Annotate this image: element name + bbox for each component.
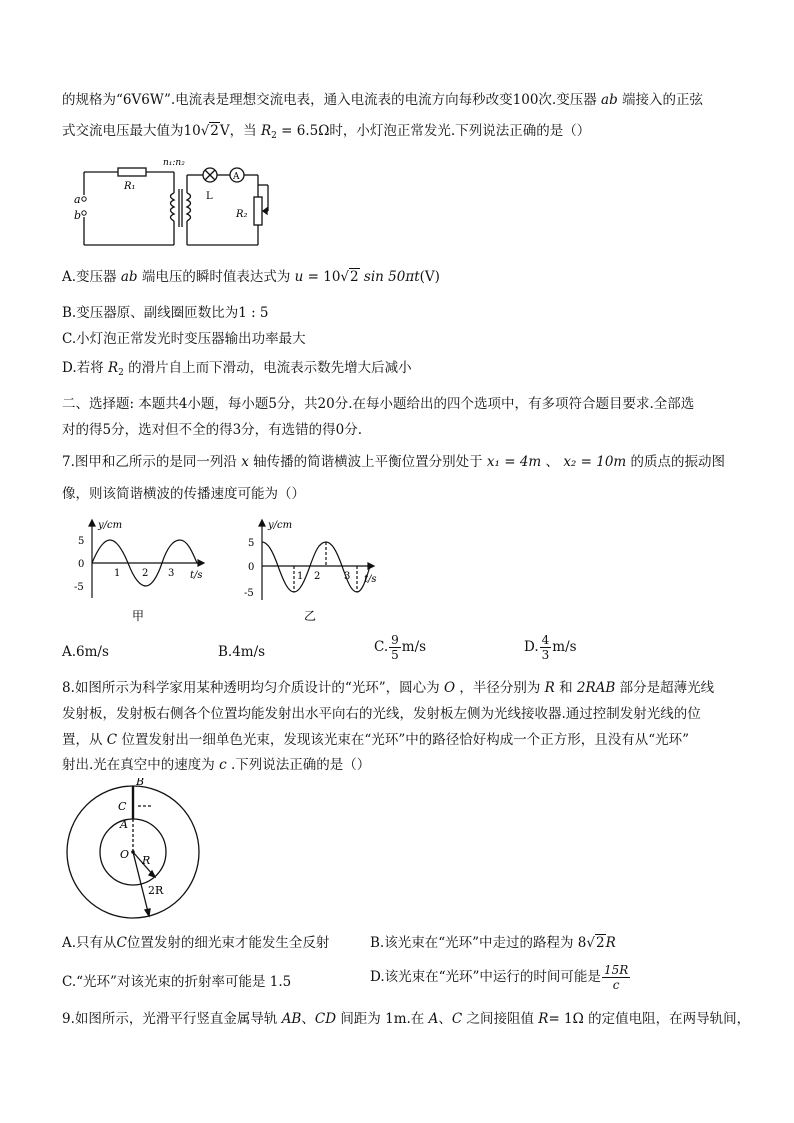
t-tick-2: 2 [314, 571, 321, 582]
label-c: C [118, 800, 127, 813]
q8-text: ，半径分别为 [459, 680, 541, 696]
q8-option-c: C.“光环”对该光束的折射率可能是 1.5 [62, 974, 292, 990]
t-tick-1: 1 [297, 571, 304, 582]
q7-text: 轴传播的简谐横波上平衡位置分别处于 [253, 454, 483, 470]
q9-c: C [451, 1011, 463, 1027]
q7-option-b: B.4m/s [218, 644, 266, 660]
q7-option-d [524, 633, 577, 662]
q8-option-b: B.该光束在“光环”中走过的路程为 8√2R [370, 935, 616, 951]
y-tick-5: 5 [248, 538, 255, 549]
q6-text: 端接入的正弦 [622, 92, 704, 108]
y-tick-0: 0 [248, 562, 255, 573]
y-tick-5: 5 [78, 536, 85, 547]
option-text: 端电压的瞬时值表达式为 [141, 269, 291, 285]
turns-ratio-label: n₁:n₂ [163, 158, 185, 168]
q8-text: 射出.光在真空中的速度为 [62, 757, 215, 773]
t-tick-3: 3 [168, 568, 175, 579]
q8-text: .下列说法正确的是（） [230, 757, 371, 773]
t-axis-label: t/s [190, 570, 203, 581]
q6-text: = 6.5Ω时，小灯泡正常发光.下列说法正确的是（） [281, 123, 591, 139]
q6-option-c: C.小灯泡正常发光时变压器输出功率最大 [62, 331, 306, 347]
q8-2rab: 2RAB [576, 680, 616, 696]
q9-r: R [538, 1011, 549, 1027]
q9-text: 间距为 1m.在 [340, 1011, 425, 1027]
fraction [389, 633, 401, 662]
primary-coil [171, 193, 175, 221]
option-text: B.该光束在“光环”中走过的路程为 8 [370, 935, 587, 951]
q9-cd: CD [314, 1011, 337, 1027]
q9-text: 之间接阻值 [466, 1011, 534, 1027]
q9-line-1: 9.如图所示，光滑平行竖直金属导轨 AB、CD 间距为 1m.在 A、C 之间接阻值 R= 1Ω 的定值电阻，在两导轨间， [62, 1011, 751, 1027]
q9-text: 的定值电阻，在两导轨间， [588, 1011, 751, 1027]
y-axis-label: y/cm [98, 520, 123, 531]
q9-ab: AB [281, 1011, 302, 1027]
q8-text: 和 [559, 680, 573, 696]
r1-label: R₁ [124, 181, 136, 192]
label-a: A [120, 818, 128, 831]
label-b: B [136, 778, 145, 788]
option-c: C [116, 935, 127, 951]
q6-r-sub: 2 [271, 131, 277, 141]
y-tick-0: 0 [78, 559, 85, 570]
cosine-curve-yi [262, 542, 370, 592]
ammeter-label: A [233, 172, 240, 182]
light-ring-diagram [62, 778, 207, 923]
section2-line-1: 二、选择题: 本题共4小题，每小题5分，共20分.在每小题给出的四个选项中，有多项符合题目要求.全部选 [62, 396, 695, 412]
q7-text: 7.图甲和乙所示的是同一列沿 [62, 454, 237, 470]
option-sqrt: 2 [350, 269, 359, 285]
q9-a: A [428, 1011, 439, 1027]
secondary-coil [187, 193, 191, 221]
q8-r: R [544, 680, 555, 696]
denominator: 5 [391, 648, 399, 662]
q6-option-b: B.变压器原、副线圈匝数比为1 : 5 [62, 305, 269, 321]
option-label: C. [374, 639, 389, 655]
y-axis-label: y/cm [268, 520, 293, 531]
option-label: D. [524, 639, 539, 655]
numerator: 15R [603, 963, 629, 977]
t-tick-2: 2 [142, 568, 149, 579]
option-unit: (V) [419, 269, 440, 285]
q7-option-c [374, 633, 426, 662]
q6-line-2: 式交流电压最大值为10√2V，当 $R_2 = 6.5\Omega$时，小灯泡正常发光.下列说法正确的是（） [62, 123, 591, 141]
vibration-graph-jia [70, 516, 220, 626]
option-text: D.该光束在“光环”中运行的时间可能是 [370, 969, 601, 985]
q8-line-2: 发射板，发射板右侧各个位置均能发射出水平向右的光线，发射板左侧为光线接收器.通过控制发射光线的位 [62, 706, 701, 722]
q9-text: 9.如图所示，光滑平行竖直金属导轨 [62, 1011, 278, 1027]
q6-r: R [260, 123, 272, 139]
option-text: 位置发射的细光束才能发生全反射 [126, 935, 330, 951]
option-text: A.变压器 [62, 269, 117, 285]
option-r-sub: 2 [118, 368, 124, 378]
option-sin: sin 50πt [363, 269, 420, 285]
y-tick-neg5: -5 [74, 582, 84, 593]
terminal-a-label: a [74, 193, 81, 206]
q6-text: 的规格为“6V6W”.电流表是理想交流电表，通入电流表的电流方向每秒改变100次.变压器 [62, 92, 597, 108]
rheostat-r2 [254, 197, 262, 225]
vibration-graph-yi [240, 516, 390, 626]
resistor-r1 [118, 168, 146, 176]
q7-x2: x₂ = 10m [563, 454, 627, 470]
option-r: R [107, 360, 119, 376]
graph-caption-yi: 乙 [304, 609, 317, 623]
t-tick-3: 3 [344, 571, 351, 582]
q8-option-d [370, 963, 631, 992]
q8-text: 置，从 [62, 732, 103, 748]
t-tick-1: 1 [114, 568, 121, 579]
q8-text: 8.如图所示为科学家用某种透明均匀介质设计的“光环”，圆心为 [62, 680, 440, 696]
q8-line-3 [62, 731, 689, 749]
option-sqrt: 2 [596, 935, 605, 951]
q6-text: 式交流电压最大值为10 [62, 123, 201, 139]
label-2r: 2R [148, 884, 164, 897]
t-axis-label: t/s [364, 574, 377, 585]
q9-sep: 、 [301, 1011, 315, 1027]
option-r: R [605, 935, 616, 951]
q8-speed-c: c [219, 757, 227, 773]
numerator: 9 [391, 633, 399, 647]
q7-sep: 、 [545, 454, 560, 470]
option-ab: ab [120, 269, 138, 285]
q6-text: V，当 [219, 123, 257, 139]
unit: m/s [401, 639, 427, 655]
q6-option-d [62, 359, 412, 382]
unit: m/s [552, 639, 577, 655]
terminal-b-label: b [74, 209, 82, 222]
q6-sqrt: 2 [210, 123, 219, 139]
denominator: 3 [541, 648, 550, 662]
q8-text: 位置发射出一细单色光束，发现该光束在“光环”中的路径恰好构成一个正方形，且没有从“光环” [121, 732, 690, 748]
q8-c: C [106, 732, 118, 748]
label-r: R [142, 854, 151, 867]
section2-line-2: 对的得5分，选对但不全的得3分，有选错的得0分. [62, 422, 363, 438]
q8-line-1 [62, 679, 714, 697]
q8-option-a [62, 934, 329, 952]
q6-option-a: A.变压器 ab 端电压的瞬时值表达式为 u = 10√2 sin 50πt(V) [62, 269, 440, 285]
q8-o: O [443, 680, 456, 696]
r2-label: R₂ [236, 209, 248, 220]
q7-line-2: 像，则该简谐横波的传播速度可能为（） [62, 486, 305, 502]
q6-ab: ab [601, 92, 618, 108]
transformer-circuit-diagram [68, 155, 278, 255]
q7-text: 的质点的振动图 [630, 454, 726, 470]
graph-caption-jia: 甲 [132, 609, 145, 623]
y-tick-neg5: -5 [244, 588, 254, 599]
q7-line-1 [62, 453, 725, 471]
option-u: u [294, 269, 304, 285]
option-text: = 10 [307, 269, 341, 285]
q7-x: x [241, 454, 249, 470]
lamp-label: L [206, 191, 213, 202]
fraction [540, 633, 552, 662]
denominator: c [612, 978, 620, 992]
option-text: 的滑片自上而下滑动，电流表示数先增大后减小 [128, 360, 412, 376]
q6-line-1 [62, 91, 703, 109]
option-text: A.只有从 [62, 935, 117, 951]
numerator: 4 [541, 633, 550, 647]
q9-text: = 1Ω [548, 1011, 584, 1027]
label-o: O [120, 848, 130, 861]
q7-x1: x₁ = 4m [486, 454, 542, 470]
fraction [602, 963, 630, 992]
option-text: D.若将 [62, 360, 104, 376]
q8-text: 部分是超薄光线 [619, 680, 715, 696]
q7-option-a: A.6m/s [62, 644, 109, 660]
q8-line-4 [62, 756, 370, 774]
